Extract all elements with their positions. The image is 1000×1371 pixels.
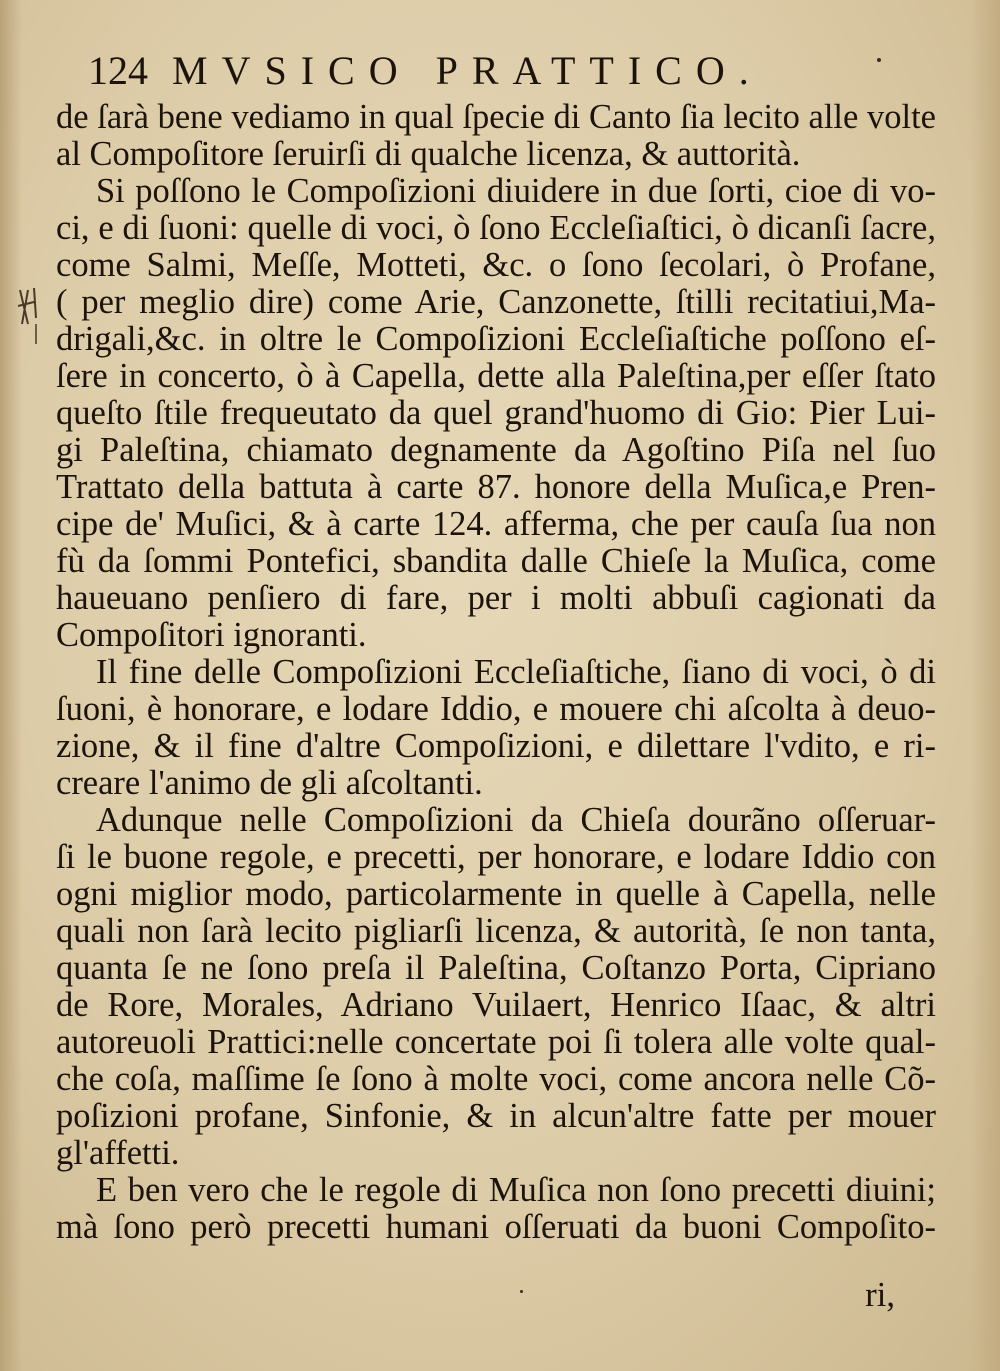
text-line: mà ſono però precetti humani oſſeruati da buoni Compoſito-	[56, 1208, 936, 1246]
text-line: zione, & il fine d'altre Compoſizioni, e dilettare l'vdito, e ri-	[56, 727, 936, 765]
text-line: ( per meglio dire) come Arie, Canzonette, ſtilli recitatiui,Ma-	[56, 283, 936, 321]
page-edge-shadow-right	[970, 0, 1000, 1371]
text-line: ſere in concerto, ò à Capella, dette alla Paleſtina,per eſſer ſtato	[56, 357, 936, 395]
text-line: drigali,&c. in oltre le Compoſizioni Eccleſiaſtiche poſſono eſ-	[56, 320, 936, 358]
running-title: MVSICO PRATTICO.	[172, 48, 763, 93]
text-line: ſi le buone regole, e precetti, per honorare, e lodare Iddio con	[56, 838, 936, 876]
text-line: creare l'animo de gli aſcoltanti.	[56, 764, 483, 802]
text-line: fù da ſommi Pontefici, sbandita dalle Chieſe la Muſica, come	[56, 542, 936, 580]
text-line: poſizioni profane, Sinfonie, & in alcun'altre fatte per mouer	[56, 1097, 936, 1135]
text-line: autoreuoli Prattici:nelle concertate poi ſi tolera alle volte qual-	[56, 1023, 936, 1061]
text-line: che coſa, maſſime ſe ſono à molte voci, come ancora nelle Cõ-	[56, 1060, 936, 1098]
text-line: Adunque nelle Compoſizioni da Chieſa dourãno oſſeruar-	[96, 801, 936, 839]
text-line: Compoſitori ignoranti.	[56, 616, 367, 654]
text-line: gl'affetti.	[56, 1134, 180, 1172]
text-line: Trattato della battuta à carte 87. honore della Muſica,e Pren-	[56, 468, 936, 506]
page-edge-shadow-left	[0, 0, 22, 1371]
ink-speck	[877, 58, 881, 62]
text-line: ogni miglior modo, particolarmente in quelle à Capella, nelle	[56, 875, 936, 913]
text-line: gi Paleſtina, chiamato degnamente da Agoſtino Piſa nel ſuo	[56, 431, 936, 469]
text-line: haueuano penſiero di fare, per i molti abbuſi cagionati da	[56, 579, 936, 617]
text-line: cipe de' Muſici, & à carte 124. afferma, che per cauſa ſua non	[56, 505, 936, 543]
text-line: quali non ſarà lecito pigliarſi licenza, & autorità, ſe non tanta,	[56, 912, 936, 950]
text-line: E ben vero che le regole di Muſica non ſono precetti diuini;	[96, 1171, 936, 1209]
running-head	[88, 46, 908, 96]
ink-speck	[520, 1290, 523, 1293]
text-line: queſto ſtile frequeutato da quel grand'huomo di Gio: Pier Lui-	[56, 394, 936, 432]
text-line: de Rore, Morales, Adriano Vuilaert, Henrico Iſaac, & altri	[56, 986, 936, 1024]
text-line: come Salmi, Meſſe, Motteti, &c. o ſono ſecolari, ò Profane,	[56, 246, 936, 284]
text-line: Si poſſono le Compoſizioni diuidere in due ſorti, cioe di vo-	[96, 172, 936, 210]
text-line: al Compoſitore ſeruirſi di qualche licenza, & auttorità.	[56, 135, 801, 173]
page-number: 124	[88, 48, 148, 93]
text-line: Il fine delle Compoſizioni Eccleſiaſtiche, ſiano di voci, ò di	[96, 653, 936, 691]
text-line: ſuoni, è honorare, e lodare Iddio, e mouere chi aſcolta à deuo-	[56, 690, 936, 728]
text-line: quanta ſe ne ſono preſa il Paleſtina, Coſtanzo Porta, Cipriano	[56, 949, 936, 987]
catchword: ri,	[865, 1276, 895, 1314]
text-line: ci, e di ſuoni: quelle di voci, ò ſono Eccleſiaſtici, ò dicanſi ſacre,	[56, 209, 936, 247]
text-line: de ſarà bene vediamo in qual ſpecie di Canto ſia lecito alle volte	[56, 98, 936, 136]
marginal-ink-mark	[14, 284, 42, 348]
